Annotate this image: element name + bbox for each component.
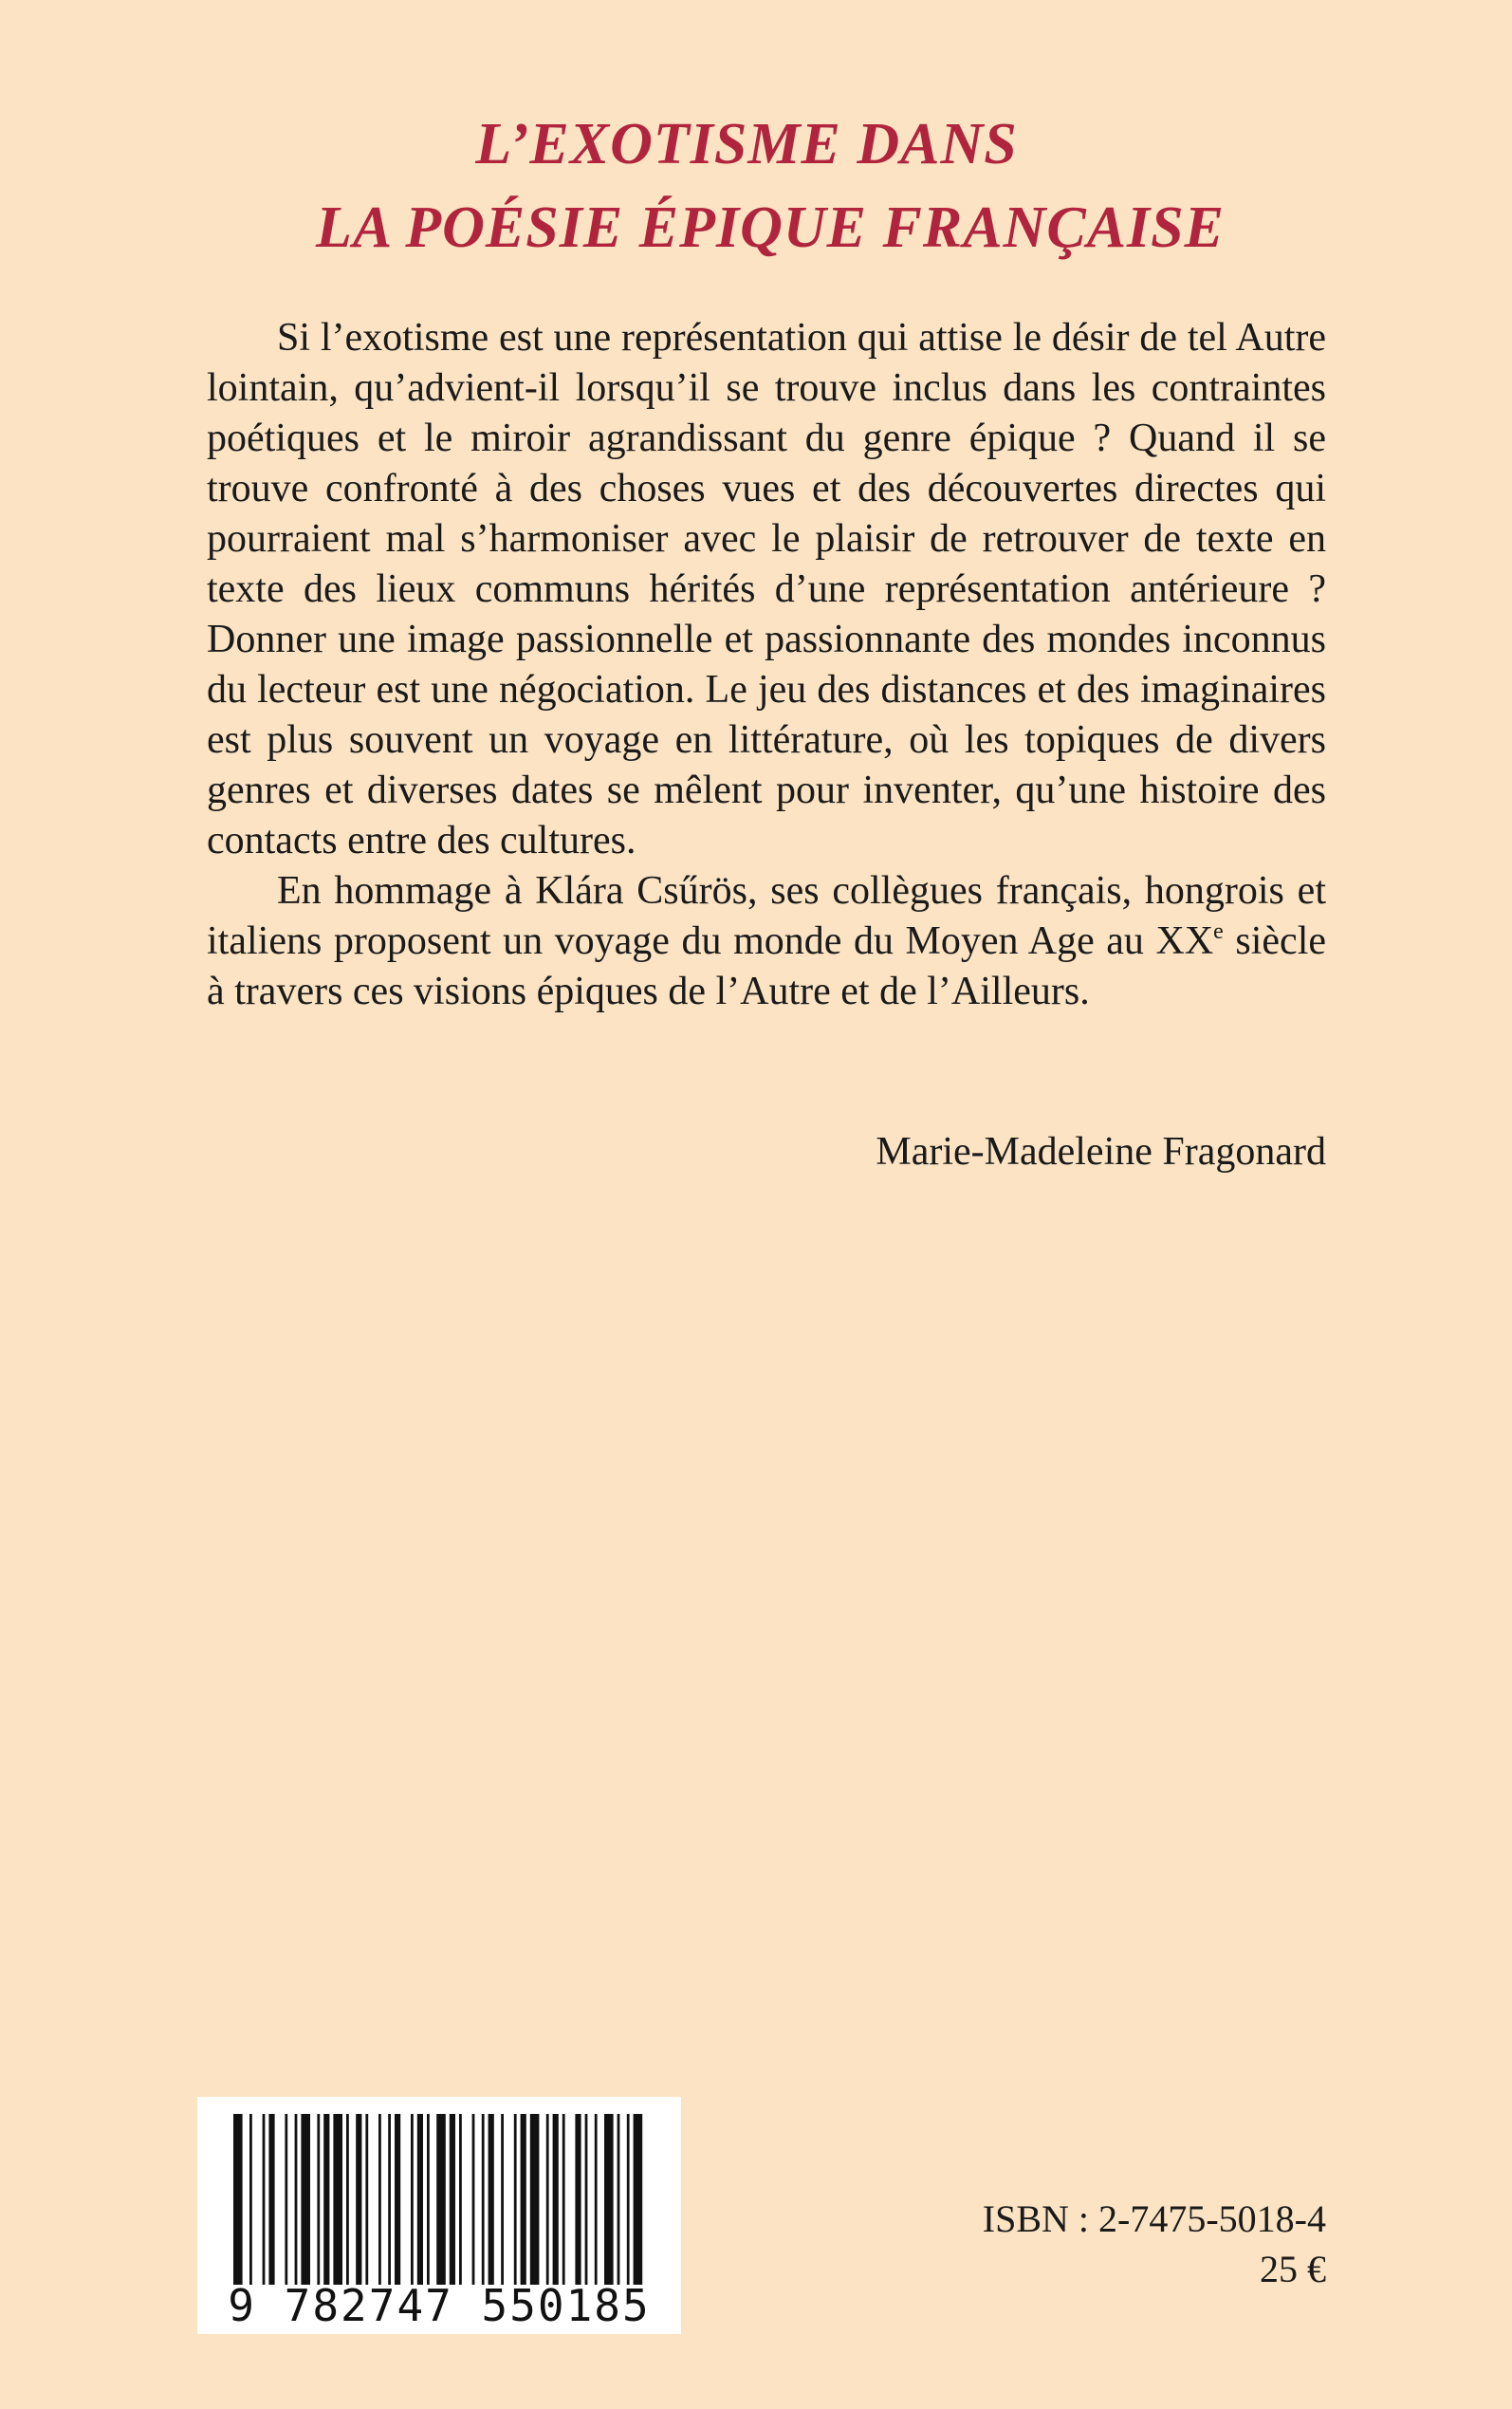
isbn: ISBN : 2-7475-5018-4 — [982, 2197, 1326, 2240]
barcode-bar — [249, 2114, 252, 2285]
barcode — [197, 2097, 681, 2334]
barcode-bar — [295, 2114, 298, 2285]
blurb-paragraph-2 — [207, 866, 1326, 1017]
paragraph-2-text-start: En hommage à Klára Csűrös, ses collègues français, hongrois et italiens proposent un voyage du monde du Moyen Age au XX — [207, 869, 1326, 963]
barcode-bar — [427, 2114, 430, 2285]
barcode-bar — [501, 2114, 504, 2285]
barcode-bar — [604, 2114, 614, 2285]
barcode-bar — [417, 2114, 423, 2285]
paragraph-2-text-end: siècle à travers ces visions épiques de l’Autre et de l’Ailleurs. — [207, 919, 1327, 1013]
barcode-bar — [356, 2114, 361, 2285]
barcode-bar — [530, 2114, 540, 2285]
barcode-bar — [388, 2114, 391, 2285]
blurb-paragraph-1: Si l’exotisme est une représentation qui attise le désir de tel Autre lointain, qu’advient-il lorsqu’il se trouve inclus dans les contraintes poétiques et le miroir agrandissant du genre épique ? Quand il se trouve confronté à des choses vues et des découvertes directes qui pourraient mal s’harmoniser avec le plaisir de retrouver de texte en texte des lieux communs hérités d’une représentation antérieure ? Donner une image passionnelle et passionnante des mondes inconnus du lecteur est une négociation. Le jeu des distances et des imaginaires est plus souvent un voyage en littérature, où les topiques de divers genres et diverses dates se mêlent pour inventer, qu’une histoire des contacts entre des cultures. — [207, 316, 1326, 862]
barcode-digits: 9 782747 550185 — [228, 2280, 651, 2331]
barcode-bar — [317, 2114, 320, 2285]
barcode-bar — [323, 2114, 329, 2285]
barcode-bar — [595, 2114, 598, 2285]
barcode-bar — [546, 2114, 549, 2285]
barcode-bar — [346, 2114, 349, 2285]
barcode-bar — [459, 2114, 462, 2285]
barcode-bar — [268, 2114, 274, 2285]
barcode-bar — [627, 2114, 630, 2285]
barcode-bar — [333, 2114, 342, 2285]
barcode-bar — [365, 2114, 368, 2285]
author-signature: Marie-Madeleine Fragonard — [876, 1130, 1326, 1174]
barcode-bar — [514, 2114, 517, 2285]
barcode-bar — [482, 2114, 485, 2285]
barcode-bar — [634, 2114, 643, 2285]
barcode-bar — [233, 2114, 243, 2285]
barcode-bar — [411, 2114, 414, 2285]
blurb — [207, 313, 1326, 1017]
barcode-bar — [585, 2114, 588, 2285]
barcode-bar — [378, 2114, 381, 2285]
barcode-bar — [285, 2114, 287, 2285]
barcode-bar — [618, 2114, 620, 2285]
barcode-bar — [263, 2114, 266, 2285]
barcode-graphic — [197, 2097, 681, 2334]
barcode-bar — [450, 2114, 455, 2285]
barcode-bar — [553, 2114, 559, 2285]
barcode-bar — [301, 2114, 310, 2285]
barcode-bar — [489, 2114, 494, 2285]
price: 25 € — [1260, 2248, 1326, 2290]
book-title — [0, 102, 1512, 269]
barcode-bar — [395, 2114, 400, 2285]
century-superscript: e — [1213, 919, 1224, 944]
title-line-2: LA POÉSIE ÉPIQUE FRANÇAISE — [315, 195, 1226, 260]
barcode-bar — [562, 2114, 565, 2285]
barcode-bar — [436, 2114, 446, 2285]
title-line-1: L’EXOTISME DANS — [475, 112, 1018, 176]
barcode-bar — [521, 2114, 526, 2285]
barcode-bar — [472, 2114, 475, 2285]
barcode-bar — [575, 2114, 581, 2285]
